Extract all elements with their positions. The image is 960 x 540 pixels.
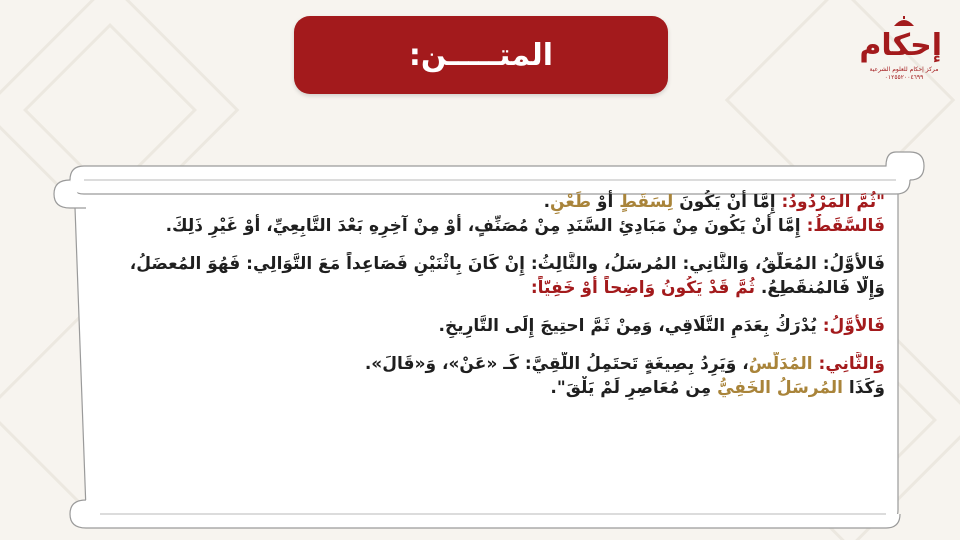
- highlight-term: فَالأَوَّلُ:: [822, 316, 885, 336]
- text-segment: فَالأَوَّلُ: المُعَلَّقُ، وَالثَّانِي: المُرسَلُ، والثَّالِثُ: إِنْ كَانَ بِاثْنَيْنِ فَصَاعِداً مَعَ التَّوَالِي: فَهُوَ المُعضَلُ،: [129, 254, 885, 274]
- text-segment: مِن مُعَاصِرٍ لَمْ يَلْقَ".: [550, 378, 718, 398]
- text-segment: وَإِلَّا فَالمُنقَطِعُ.: [755, 278, 885, 298]
- logo: [859, 16, 942, 88]
- highlight-term: "ثُمَّ المَرْدُودُ:: [781, 192, 885, 212]
- logo-subtitle: مركز إحكام للعلوم الشرعية: [869, 66, 939, 73]
- paragraph: [100, 314, 885, 338]
- text-segment: إِمَّا أَنْ يَكُونَ مِنْ مَبَادِئِ السَّنَدِ مِنْ مُصَنِّفٍ، أَوْ مِنْ آخِرِهِ بَعْدَ التَّابِعِيِّ، أَوْ غَيْرِ ذَلِكَ.: [165, 216, 807, 236]
- highlight-term: وَالثَّانِي:: [818, 354, 885, 374]
- text-segment: أَوْ: [590, 192, 620, 212]
- paragraph: [100, 252, 885, 300]
- key-term: المُرسَلُ الخَفِيُّ: [717, 378, 843, 398]
- text-line: [100, 214, 885, 238]
- text-line: [100, 276, 885, 300]
- text-segment: وَكَذَا: [842, 378, 885, 398]
- key-term: المُدَلَّسُ: [748, 354, 819, 374]
- paragraph-gap: [100, 238, 885, 252]
- text-segment: يُدْرَكُ بِعَدَمِ التَّلَاقِي، وَمِنْ ثَمَّ احتِيجَ إِلَى التَّارِيخِ.: [438, 316, 823, 336]
- logo-name: إحكام: [859, 28, 942, 63]
- highlight-term: ثُمَّ قَدْ يَكُونُ وَاضِحاً أَوْ خَفِيّاً:: [530, 278, 755, 298]
- matn-text: [100, 190, 885, 400]
- paragraph-gap: [100, 300, 885, 314]
- page-title: المتـــــن:: [408, 37, 554, 73]
- paragraph-gap: [100, 338, 885, 352]
- text-line: [100, 376, 885, 400]
- paragraph: [100, 190, 885, 238]
- logo-phone: ٠١٢٥٥٢٠٠٤٦٩٩: [884, 74, 924, 81]
- key-term: لِسَقَطٍ: [619, 192, 674, 212]
- text-line: [100, 314, 885, 338]
- text-line: [100, 252, 885, 276]
- logo-dome-icon: [884, 16, 924, 26]
- text-segment: ، وَيَرِدُ بِصِيغَةٍ تَحتَمِلُ اللُّقِيَّ: كَـ «عَنْ»، وَ«قَالَ».: [364, 354, 749, 374]
- text-line: [100, 190, 885, 214]
- text-segment: إِمَّا أَنْ يَكُونَ: [673, 192, 782, 212]
- highlight-term: فَالسَّقَطُ:: [806, 216, 885, 236]
- paragraph: [100, 352, 885, 400]
- title-banner: [294, 16, 668, 94]
- text-segment: .: [543, 192, 551, 212]
- key-term: طَعْنٍ: [550, 192, 591, 212]
- text-line: [100, 352, 885, 376]
